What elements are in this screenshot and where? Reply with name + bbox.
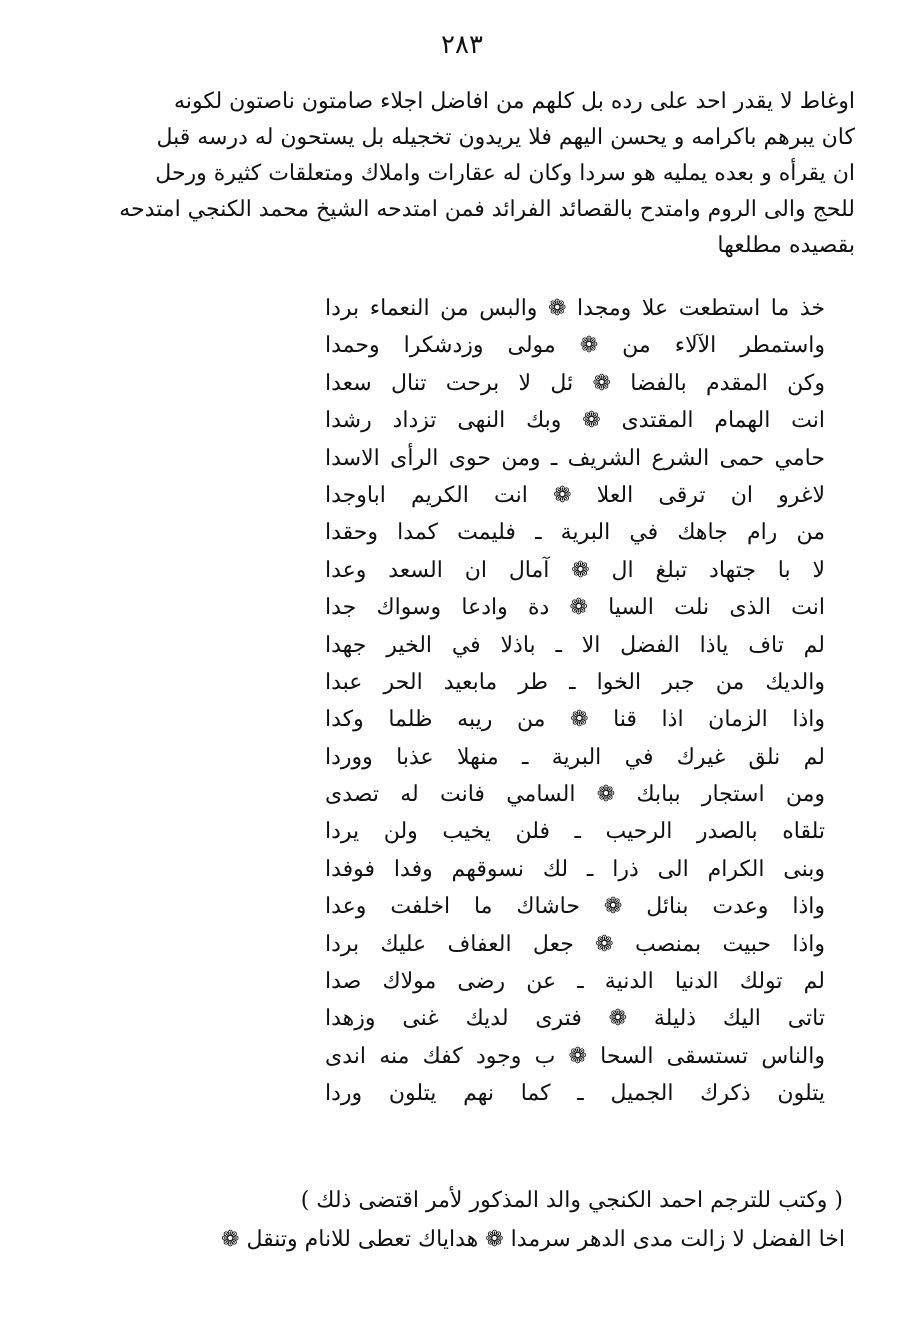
- verse-line: انت الذى نلت السيا ❁ دة وادعا وسواك جدا: [325, 595, 825, 621]
- prose-line: ان يقرأه و بعده يمليه هو سردا وكان له عقارات واملاك ومتعلقات كثيرة ورحل: [155, 161, 855, 186]
- verse-line: واذا الزمان اذا قنا ❁ من ريبه ظلما وكدا: [325, 707, 825, 733]
- verse-line: من رام جاهك في البرية ـ فليمت كمدا وحقدا: [325, 520, 825, 546]
- prose-paragraph: [119, 84, 855, 264]
- parenthetical-note: ( وكتب للترجم احمد الكنجي والد المذكور لأمر اقتضى ذلك ): [300, 1188, 843, 1213]
- prose-line: كان يبرهم باكرامه و يحسن اليهم فلا يريدون تخجيله بل يستحون له درسه قبل: [156, 125, 855, 150]
- prose-line: اوغاط لا يقدر احد على رده بل كلهم من افاضل اجلاء صامتون ناصتون لكونه: [174, 89, 855, 114]
- page-number: ٢٨٣: [441, 30, 483, 60]
- verse-line: ومن استجار ببابك ❁ السامي فانت له تصدى: [325, 782, 825, 808]
- verse-line: لم تاف ياذا الفضل الا ـ باذلا في الخير جهدا: [325, 632, 826, 658]
- verse-line: تاتى اليك ذليلة ❁ فترى لديك غنى وزهدا: [325, 1006, 825, 1032]
- verse-line: واستمطر الآلاء من ❁ مولى وزدشكرا وحمدا: [325, 333, 825, 359]
- verse-line: تلقاه بالصدر الرحيب ـ فلن يخيب ولن يردا: [325, 819, 826, 845]
- verse-line: لم تولك الدنيا الدنية ـ عن رضى مولاك صدا: [325, 969, 825, 995]
- verse-line: حامي حمى الشرع الشريف ـ ومن حوى الرأى الاسدا: [325, 445, 825, 471]
- poem-verses: [325, 290, 825, 1113]
- verse-line: واذا وعدت بنائل ❁ حاشاك ما اخلفت وعدا: [325, 894, 825, 920]
- prose-line: للحج والى الروم وامتدح بالقصائد الفرائد فمن امتدحه الشيخ محمد الكنجي امتدحه: [119, 197, 855, 222]
- verse-line: لم نلق غيرك في البرية ـ منهلا عذبا ووردا: [325, 744, 825, 770]
- verse-line: وكن المقدم بالفضا ❁ ئل لا برحت تنال سعدا: [325, 370, 825, 396]
- final-verse-line: اخا الفضل لا زالت مدى الدهر سرمدا ❁ هداياك تعطى للانام وتنقل ❁: [221, 1227, 845, 1252]
- verse-line: والناس تستسقى السحا ❁ ب وجود كفك منه اندى: [325, 1043, 825, 1069]
- verse-line: والديك من جبر الخوا ـ طر مابعيد الحر عبدا: [325, 669, 825, 695]
- verse-line: خذ ما استطعت علا ومجدا ❁ والبس من النعماء بردا: [325, 296, 825, 321]
- verse-line: انت الهمام المقتدى ❁ وبك النهى تزداد رشدا: [325, 408, 825, 434]
- verse-line: لاغرو ان ترقى العلا ❁ انت الكريم اباوجدا: [325, 482, 825, 508]
- verse-line: وبنى الكرام الى ذرا ـ لك نسوقهم وفدا فوفدا: [325, 856, 825, 882]
- prose-line: بقصيده مطلعها: [717, 233, 855, 258]
- verse-line: واذا حبيت بمنصب ❁ جعل العفاف عليك بردا: [325, 931, 825, 957]
- verse-line: لا با جتهاد تبلغ ال ❁ آمال ان السعد وعدا: [325, 557, 825, 583]
- verse-line: يتلون ذكرك الجميل ـ كما نهم يتلون وردا: [325, 1081, 825, 1107]
